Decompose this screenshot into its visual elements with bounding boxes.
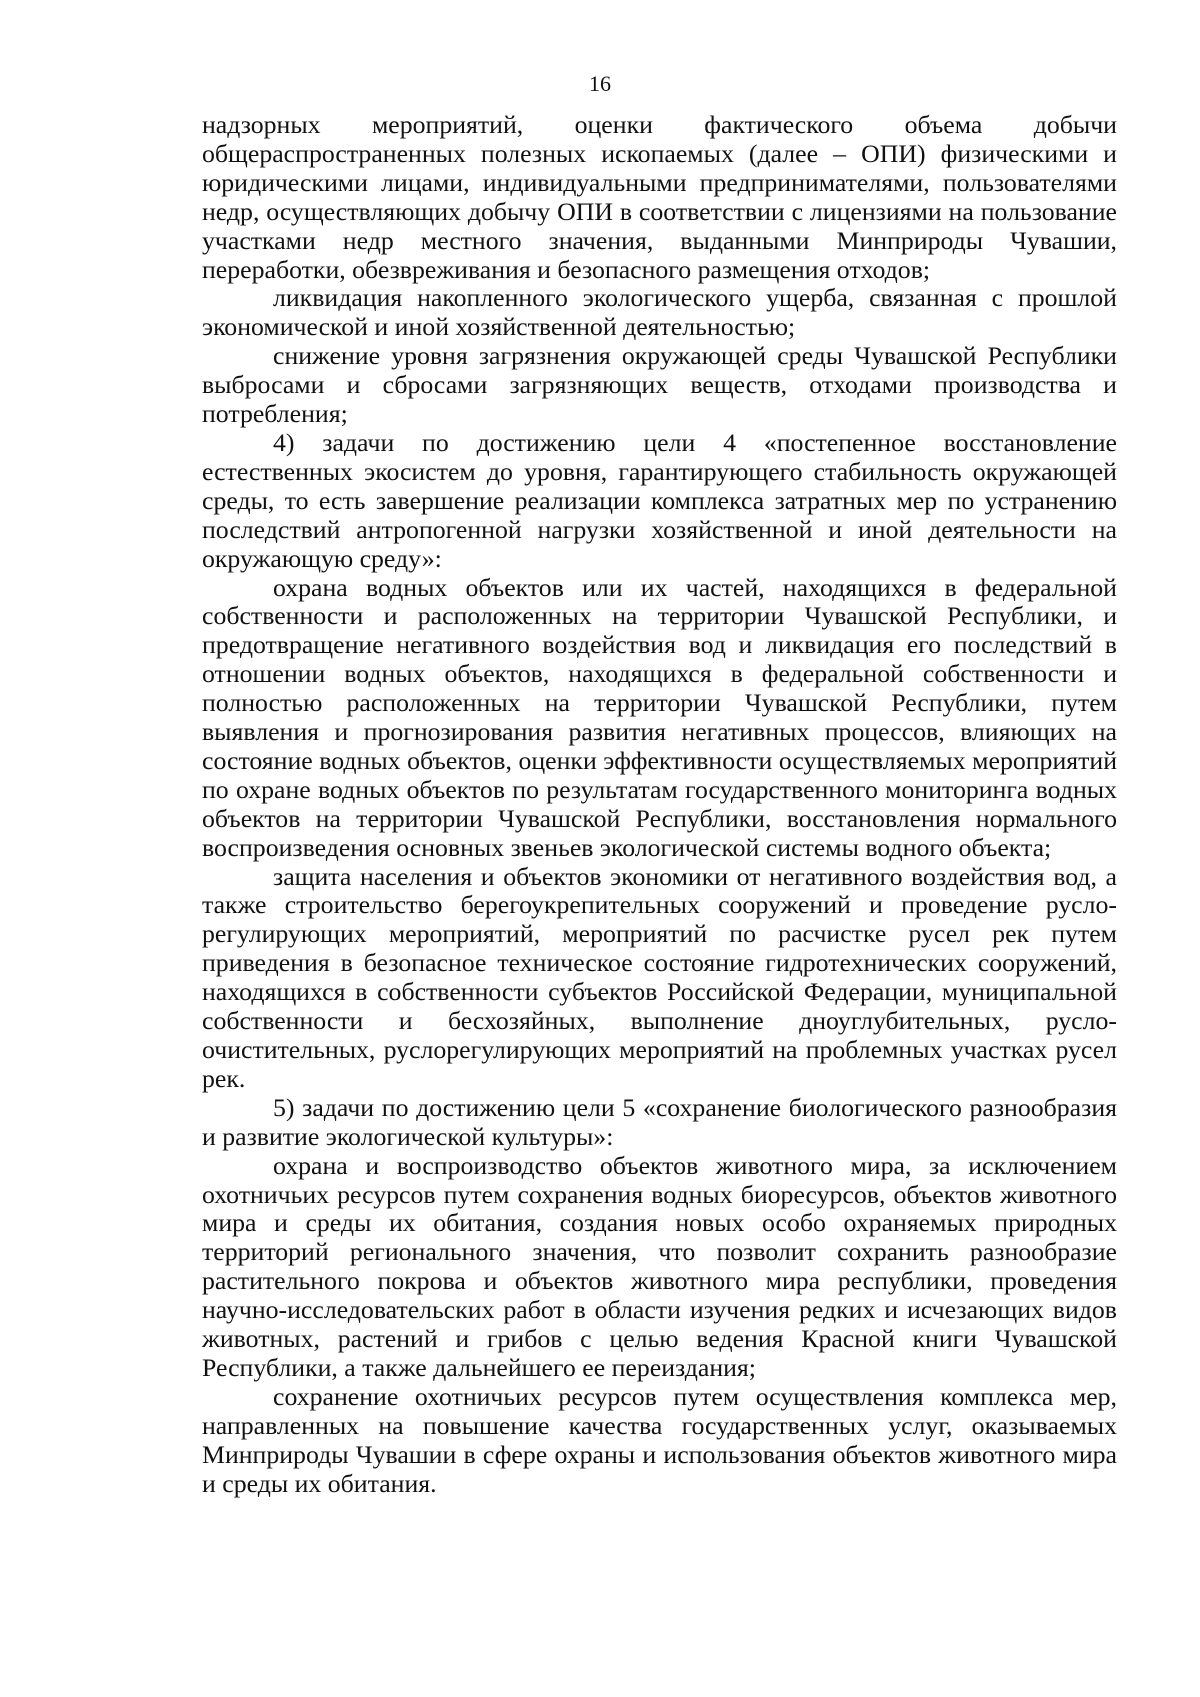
paragraph-accumulated-damage: ликвидация накопленного экологического ущерба, связанная с прошлой экономической и иной хозяйственной деятельностью; — [202, 283, 1117, 342]
paragraph-wildlife-protection: охрана и воспроизводство объектов животного мира, за исключением охотничьих ресурсов путем сохранения водных биоресурсов, объектов животного мира и среды их обитания, создания новых особо охраняемых природных территорий регионального значения, что позволит сохранить разнообразие растительного покрова и объектов животного мира республики, проведения научно-исследовательских работ в области изучения редких и исчезающих видов животных, растений и грибов с целью ведения Красной книги Чувашской Республики, а также дальнейшего ее переиздания; — [202, 1150, 1117, 1382]
paragraph-pollution-reduction: снижение уровня загрязнения окружающей среды Чувашской Республики выбросами и сбросами загрязняющих веществ, отходами производства и потребления; — [202, 341, 1117, 429]
document-body — [202, 111, 1117, 1499]
paragraph-continuation: надзорных мероприятий, оценки фактического объема добычи общераспространенных полезных ископаемых (далее – ОПИ) физическими и юридическими лицами, индивидуальными предпринимателями, пользователями недр, осуществляющих добычу ОПИ в соответствии с лицензиями на пользование участками недр местного значения, выданными Минприроды Чувашии, переработки, обезвреживания и безопасного размещения отходов; — [202, 110, 1117, 284]
paragraph-water-protection: охрана водных объектов или их частей, находящихся в федеральной собственности и расположенных на территории Чувашской Республики, и предотвращение негативного воздействия вод и ликвидация его последствий в отношении водных объектов, находящихся в федеральной собственности и полностью расположенных на территории Чувашской Республики, путем выявления и прогнозирования развития негативных процессов, влияющих на состояние водных объектов, оценки эффективности осуществляемых мероприятий по охране водных объектов по результатам государственного мониторинга водных объектов на территории Чувашской Республики, восстановления нормального воспроизведения основных звеньев экологической системы водного объекта; — [202, 572, 1117, 862]
paragraph-hunting-resources: сохранение охотничьих ресурсов путем осуществления комплекса мер, направленных на повышение качества государственных услуг, оказываемых Минприроды Чувашии в сфере охраны и использования объектов животного мира и среды их обитания. — [202, 1381, 1117, 1498]
paragraph-goal-5-tasks: 5) задачи по достижению цели 5 «сохранение биологического разнообразия и развитие экологической культуры»: — [202, 1092, 1117, 1151]
page-number: 16 — [589, 71, 611, 96]
paragraph-flood-protection: защита населения и объектов экономики от негативного воздействия вод, а также строительство берегоукрепительных сооружений и проведение руслорегулирующих мероприятий, мероприятий по расчистке русел рек путем приведения в безопасное техническое состояние гидротехнических сооружений, находящихся в собственности субъектов Российской Федерации, муниципальной собственности и бесхозяйных, выполнение дноуглубительных, руслоочистительных, руслорегулирующих мероприятий на проблемных участках русел рек. — [202, 861, 1117, 1093]
paragraph-goal-4-tasks: 4) задачи по достижению цели 4 «постепенное восстановление естественных экосистем до уровня, гарантирующего стабильность окружающей среды, то есть завершение реализации комплекса затратных мер по устранению последствий антропогенной нагрузки хозяйственной и иной деятельности на окружающую среду»: — [202, 427, 1117, 573]
